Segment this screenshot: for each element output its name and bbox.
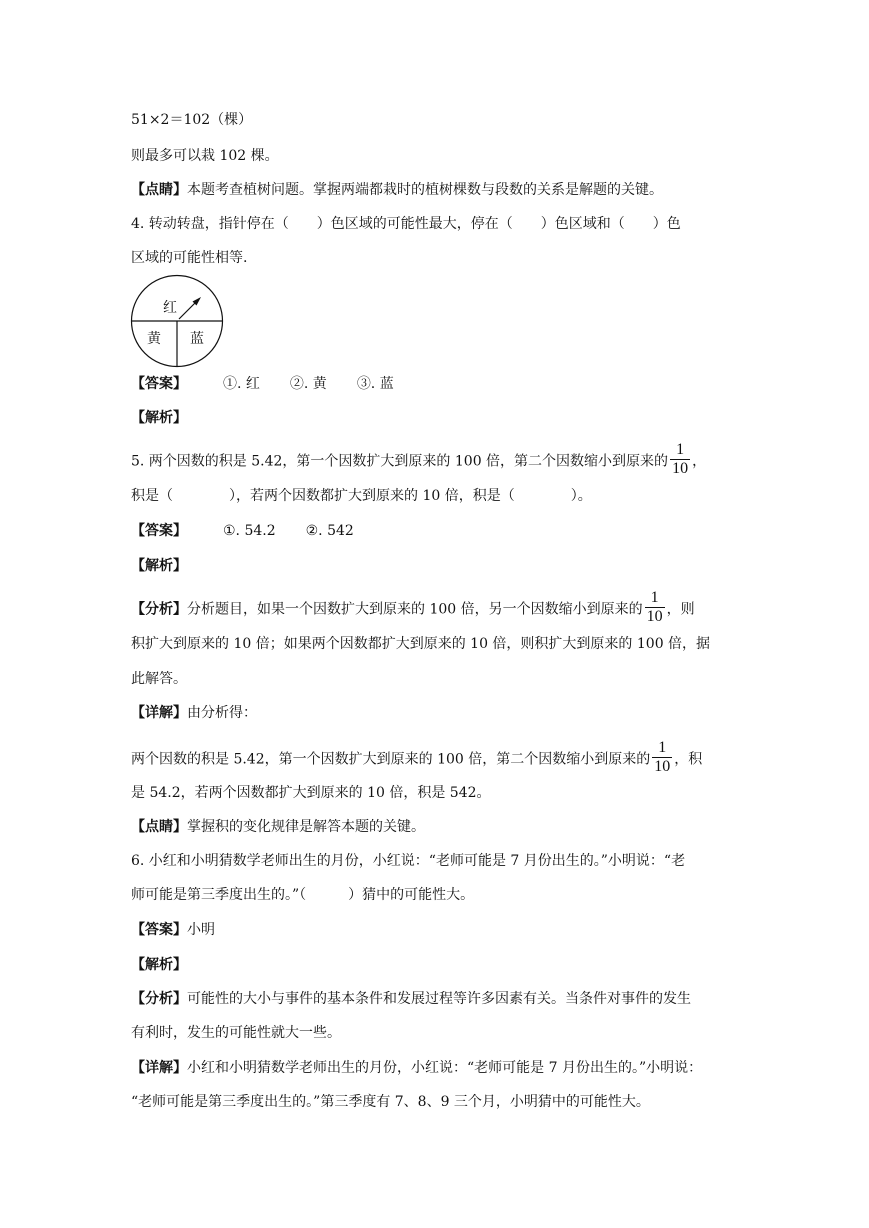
xiangjie-text: 小红和小明猜数学老师出生的月份，小红说：“老师可能是 7 月份出生的。”小明说： xyxy=(187,1060,703,1076)
q4-line2: 区域的可能性相等. xyxy=(131,250,248,266)
answer-2: ②. 542 xyxy=(305,523,354,539)
q4-analysis-tag: 【解析】 xyxy=(131,410,187,426)
xiangjie-head: 由分析得： xyxy=(187,705,257,721)
fraction-one-tenth xyxy=(652,739,672,776)
q5-answer-line xyxy=(131,521,354,541)
q5-xiangjie-line xyxy=(131,703,257,723)
tip-text: 本题考查植树问题。掌握两端都栽时的植树棵数与段数的关系是解题的关键。 xyxy=(187,182,663,198)
q5-detail-line1 xyxy=(131,741,702,778)
fenxi-tag: 【分析】 xyxy=(131,601,187,618)
fenxi-text: 可能性的大小与事件的基本条件和发展过程等许多因素有关。当条件对事件的发生 xyxy=(187,991,691,1007)
q6-line2: 师可能是第三季度出生的。”（ ）猜中的可能性大。 xyxy=(131,887,475,903)
answer-tag: 【答案】 xyxy=(131,376,187,392)
fraction-one-tenth xyxy=(645,589,665,626)
q5-detail-line2: 是 54.2，若两个因数都扩大到原来的 10 倍，积是 542。 xyxy=(131,785,491,801)
fraction-denominator: 10 xyxy=(654,758,671,775)
wheel-label-left: 黄 xyxy=(147,331,161,347)
q6-fenxi-line1 xyxy=(131,989,691,1009)
wheel-label-right: 蓝 xyxy=(190,331,204,347)
xiangjie-tag: 【详解】 xyxy=(131,705,187,721)
xiangjie-tag: 【详解】 xyxy=(131,1060,187,1076)
q5-analysis-tag: 【解析】 xyxy=(131,558,187,574)
q5-fenxi-line3: 此解答。 xyxy=(131,671,187,687)
q6-xiangjie-line2: “老师可能是第三季度出生的。”第三季度有 7、8、9 三个月，小明猜中的可能性大。 xyxy=(131,1094,650,1110)
tip-text: 掌握积的变化规律是解答本题的关键。 xyxy=(187,819,425,835)
q5-fenxi-line2: 积扩大到原来的 10 倍；如果两个因数都扩大到原来的 10 倍，则积扩大到原来的 100 倍，据 xyxy=(131,636,711,652)
answer-1: ①. 红 xyxy=(223,376,260,392)
answer-tag: 【答案】 xyxy=(131,922,187,938)
q5-line1 xyxy=(131,443,706,480)
detail-text: 两个因数的积是 5.42，第一个因数扩大到原来的 100 倍，第二个因数缩小到原来的 xyxy=(131,751,651,768)
fraction-numerator: 1 xyxy=(670,441,690,460)
answer-3: ③. 蓝 xyxy=(356,376,394,392)
q6-analysis-tag: 【解析】 xyxy=(131,957,187,973)
q5-line1-end: ， xyxy=(692,453,707,470)
q5-tip-line xyxy=(131,817,425,837)
fraction-denominator: 10 xyxy=(646,608,663,625)
q5-line2: 积是（ ），若两个因数都扩大到原来的 10 倍，积是（ ）。 xyxy=(131,488,592,504)
fenxi-line1-end: ，则 xyxy=(666,601,695,618)
calc-line: 51×2＝102（棵） xyxy=(131,112,253,128)
result-line: 则最多可以栽 102 棵。 xyxy=(131,148,279,164)
fenxi-tag: 【分析】 xyxy=(131,991,187,1007)
q6-fenxi-line2: 有利时，发生的可能性就大一些。 xyxy=(131,1025,341,1041)
fraction-one-tenth xyxy=(670,441,690,478)
q5-line1-text: 5. 两个因数的积是 5.42，第一个因数扩大到原来的 100 倍，第二个因数缩小到原来的 xyxy=(131,453,669,470)
q6-line1: 6. 小红和小明猜数学老师出生的月份，小红说：“老师可能是 7 月份出生的。”小明说：“老 xyxy=(131,853,686,869)
answer-text: 小明 xyxy=(187,922,215,938)
q5-fenxi-line1 xyxy=(131,591,695,628)
q6-answer-line xyxy=(131,920,215,940)
tip-tag: 【点睛】 xyxy=(131,819,187,835)
spinner-wheel xyxy=(129,274,227,370)
fraction-denominator: 10 xyxy=(672,460,689,477)
fraction-numerator: 1 xyxy=(652,739,672,758)
detail-line1-end: ，积 xyxy=(674,751,703,768)
answer-tag: 【答案】 xyxy=(131,523,187,539)
fenxi-text: 分析题目，如果一个因数扩大到原来的 100 倍，另一个因数缩小到原来的 xyxy=(187,601,643,618)
q6-xiangjie-line1 xyxy=(131,1058,702,1078)
q4-answer-line xyxy=(131,374,394,394)
answer-1: ①. 54.2 xyxy=(223,523,276,539)
tip-line xyxy=(131,180,663,200)
wheel-label-top: 红 xyxy=(163,300,177,316)
fraction-numerator: 1 xyxy=(645,589,665,608)
tip-tag: 【点睛】 xyxy=(131,182,187,198)
answer-2: ②. 黄 xyxy=(289,376,327,392)
q4-line1: 4. 转动转盘，指针停在（ ）色区域的可能性最大，停在（ ）色区域和（ ）色 xyxy=(131,216,681,232)
